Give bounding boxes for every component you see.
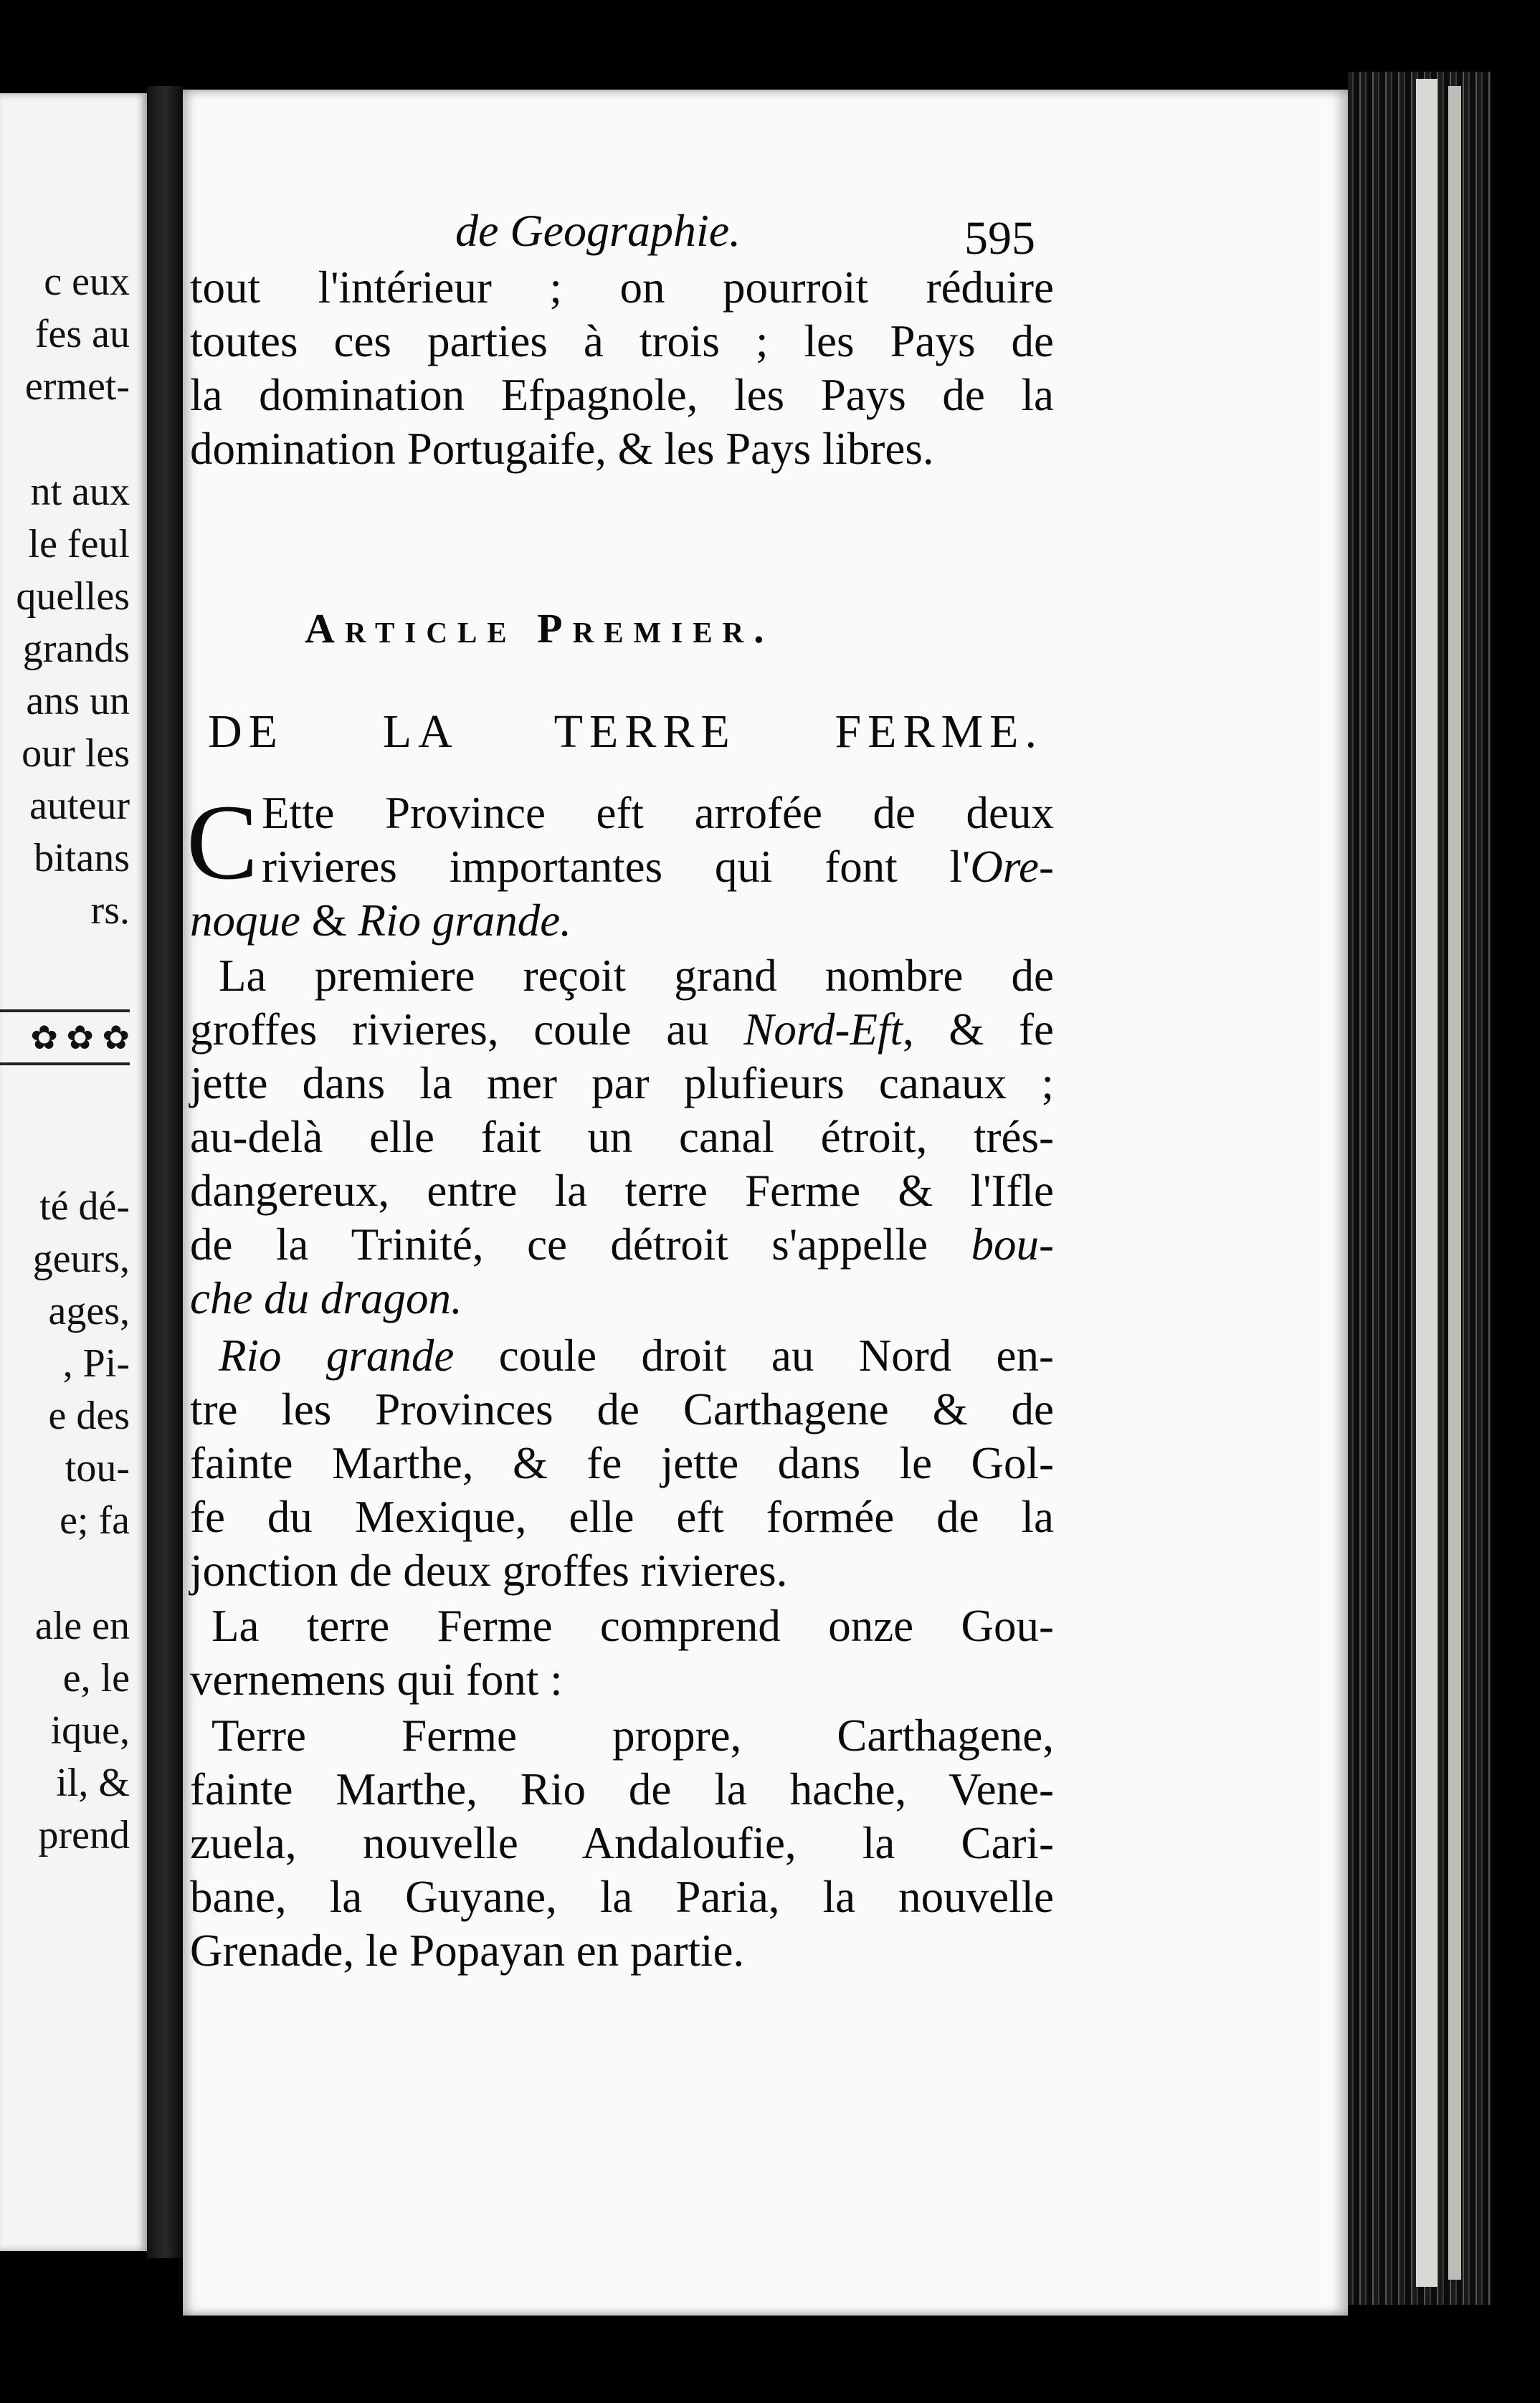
left-fragment: our les <box>22 731 130 776</box>
page-edge-highlight <box>1416 79 1437 2287</box>
left-fragment: fes au <box>34 312 130 356</box>
text-line: bane, la Guyane, la Paria, la nouvelle <box>190 1872 1054 1922</box>
text-line: che du dragon. <box>190 1273 462 1323</box>
page-header <box>183 204 1348 269</box>
left-fragment: il, & <box>56 1761 130 1805</box>
text-line: fainte Marthe, & fe jette dans le Gol- <box>190 1438 1054 1488</box>
text-line: Grenade, le Popayan en partie. <box>190 1926 745 1976</box>
text-line: Ette Province eft arrofée de deux <box>262 788 1054 838</box>
left-fragment: ique, <box>50 1708 130 1753</box>
left-fragment: e des <box>48 1394 130 1438</box>
text-line: La terre Ferme comprend onze Gou- <box>211 1601 1054 1651</box>
left-fragment: quelles <box>16 574 130 619</box>
left-fragment: ermet- <box>24 364 130 409</box>
left-fragment: c eux <box>44 260 130 304</box>
section-heading: DE LA TERRE FERME. <box>208 705 1043 758</box>
text-line: groffes rivieres, coule au Nord-Eft, & fe <box>190 1004 1054 1055</box>
left-fragment: prend <box>38 1813 130 1857</box>
left-fragment: e; fa <box>60 1498 130 1543</box>
text-line: au-delà elle fait un canal étroit, trés- <box>190 1112 1054 1162</box>
page-number: 595 <box>964 212 1035 265</box>
text-line: noque & Rio grande. <box>190 895 571 946</box>
ornament-icon: ✿ ✿ ✿ <box>30 1019 130 1056</box>
text-line: la domination Efpagnole, les Pays de la <box>190 370 1054 420</box>
text-line: jette dans la mer par plufieurs canaux ; <box>190 1058 1054 1108</box>
left-fragment: auteur <box>29 784 130 828</box>
text-line: zuela, nouvelle Andaloufie, la Cari- <box>190 1818 1054 1868</box>
book-gutter <box>147 86 183 2258</box>
previous-page <box>0 93 147 2251</box>
text-line: tout l'intérieur ; on pourroit réduire <box>190 262 1054 313</box>
text-line: fainte Marthe, Rio de la hache, Vene- <box>190 1764 1054 1814</box>
drop-cap: C <box>186 783 259 902</box>
running-title: de Geographie. <box>455 205 741 256</box>
text-line: domination Portugaife, & les Pays libres. <box>190 424 934 474</box>
text-line: La premiere reçoit grand nombre de <box>219 951 1054 1001</box>
left-fragment: , Pi- <box>62 1341 130 1386</box>
page-edge-highlight <box>1448 86 1461 2280</box>
text-line: jonction de deux groffes rivieres. <box>190 1546 788 1596</box>
text-line: rivieres importantes qui font l'Ore- <box>262 842 1054 892</box>
text-line: tre les Provinces de Carthagene & de <box>190 1384 1054 1434</box>
left-fragment: tou- <box>65 1446 130 1490</box>
left-fragment: ale en <box>34 1604 130 1648</box>
left-fragment: ages, <box>48 1289 130 1333</box>
text-line: dangereux, entre la terre Ferme & l'Ifle <box>190 1166 1054 1216</box>
left-fragment: té dé- <box>39 1184 130 1229</box>
text-line: Rio grande coule droit au Nord en- <box>219 1331 1055 1381</box>
left-fragment: rs. <box>90 888 130 933</box>
left-fragment: e, le <box>62 1656 130 1700</box>
left-fragment: bitans <box>34 836 130 880</box>
left-fragment: grands <box>22 627 130 671</box>
left-fragment: le feul <box>28 522 130 566</box>
text-line: toutes ces parties à trois ; les Pays de <box>190 316 1054 366</box>
ornament-band <box>0 1009 130 1065</box>
text-line: de la Trinité, ce détroit s'appelle bou- <box>190 1219 1054 1270</box>
left-fragment: geurs, <box>32 1237 130 1281</box>
book-page <box>183 90 1348 2316</box>
text-line: fe du Mexique, elle eft formée de la <box>190 1492 1054 1542</box>
text-line: Terre Ferme propre, Carthagene, <box>211 1710 1054 1761</box>
left-fragment: nt aux <box>30 470 130 514</box>
text-line: vernemens qui font : <box>190 1655 563 1705</box>
article-heading: Article Premier. <box>305 605 774 652</box>
left-fragment: ans un <box>26 679 130 723</box>
